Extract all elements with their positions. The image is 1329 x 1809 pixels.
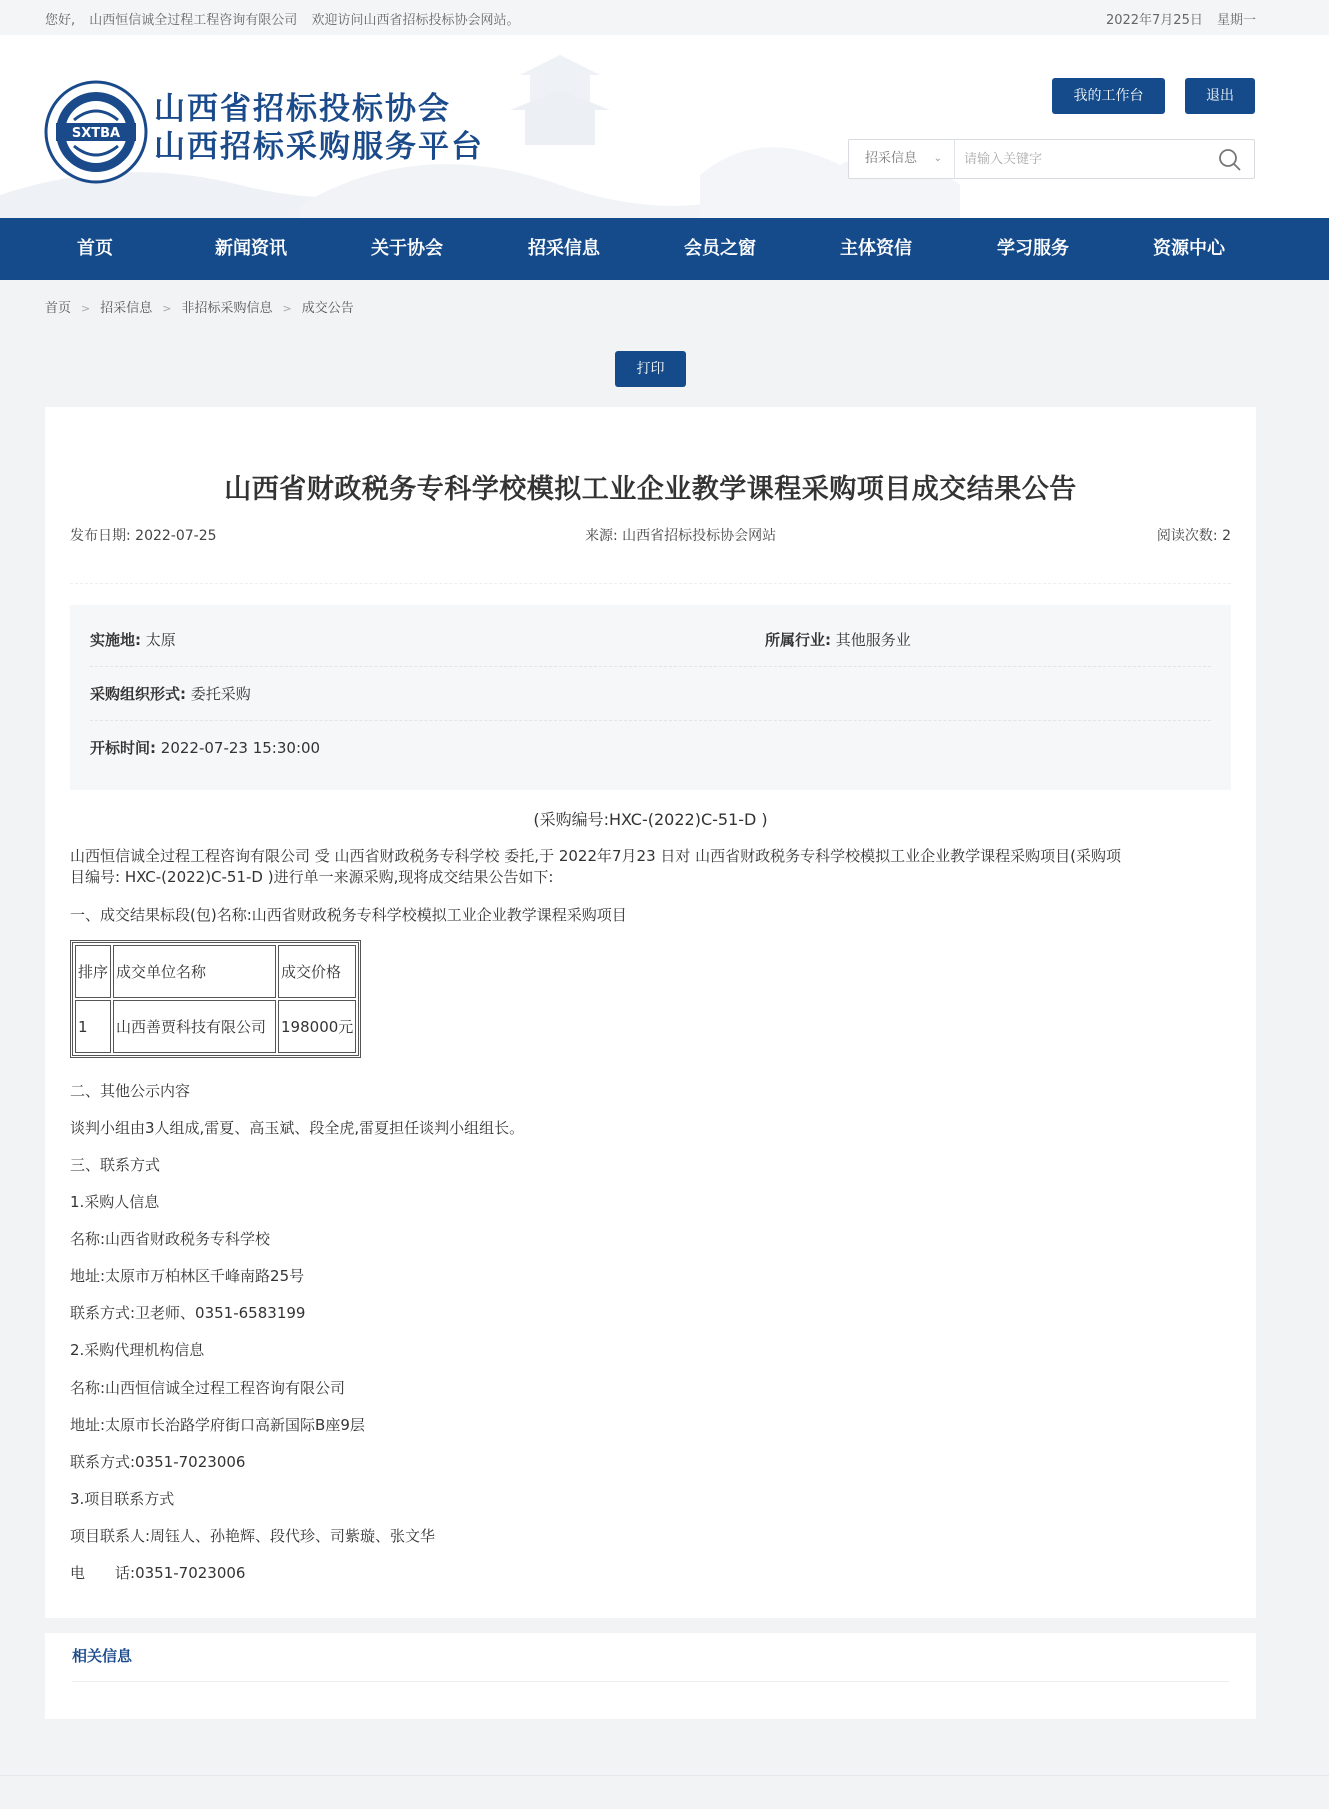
- project-info-panel: [70, 605, 1231, 790]
- table-header-cell: 成交价格: [278, 945, 356, 998]
- chevron-right-icon: >: [81, 302, 91, 315]
- weekday-text: 星期一: [1216, 13, 1256, 28]
- article-card: [45, 407, 1256, 1618]
- sxtba-logo: [44, 80, 148, 184]
- brand-line-2: 山西招标采购服务平台: [154, 129, 484, 165]
- print-button[interactable]: 打印: [615, 351, 686, 387]
- main-nav: [0, 218, 1329, 280]
- purchaser-title: 1.采购人信息: [70, 1193, 160, 1211]
- project-contact-phone: [70, 1562, 245, 1583]
- greeting-company: 山西恒信诚全过程工程咨询有限公司: [89, 13, 298, 28]
- nav-item-resources[interactable]: 资源中心: [1153, 238, 1225, 259]
- breadcrumb-current: 成交公告: [301, 301, 354, 316]
- info-open-time: [90, 737, 320, 758]
- nav-item-members[interactable]: 会员之窗: [684, 238, 756, 259]
- read-count: [1157, 525, 1231, 545]
- breadcrumb-home[interactable]: 首页: [45, 301, 72, 316]
- my-workbench-button[interactable]: 我的工作台: [1052, 78, 1165, 114]
- publish-date: [70, 525, 217, 545]
- nav-item-procurement[interactable]: 招采信息: [528, 238, 600, 259]
- info-org-value: 委托采购: [190, 685, 251, 703]
- purchaser-address: 地址:太原市万柏林区千峰南路25号: [70, 1267, 305, 1285]
- source-value: 山西省招标投标协会网站: [622, 528, 777, 544]
- info-open-value: 2022-07-23 15:30:00: [160, 739, 321, 757]
- read-count-value: 2: [1222, 528, 1231, 544]
- nav-item-about[interactable]: 关于协会: [371, 238, 443, 259]
- breadcrumb: [45, 297, 354, 316]
- info-industry-label: 所属行业:: [765, 631, 831, 649]
- table-row: [75, 1000, 356, 1053]
- search-input[interactable]: [964, 140, 1194, 178]
- intro-line-2: 目编号: HXC-(2022)C-51-D )进行单一来源采购,现将成交结果公告如下:: [70, 868, 554, 886]
- section-3-heading: 三、联系方式: [70, 1156, 161, 1174]
- article-title: 山西省财政税务专科学校模拟工业企业教学课程采购项目成交结果公告: [224, 474, 1077, 505]
- agency-contact: 联系方式:0351-7023006: [70, 1453, 246, 1471]
- result-table: [70, 940, 361, 1058]
- breadcrumb-procurement[interactable]: 招采信息: [100, 301, 153, 316]
- intro-line-1: 山西恒信诚全过程工程咨询有限公司 受 山西省财政税务专科学校 委托,于 2022年7月23 日对 山西省财政税务专科学校模拟工业企业教学课程采购项目(采购项: [70, 847, 1122, 865]
- table-cell: 山西善贾科技有限公司: [113, 1000, 276, 1053]
- top-bar: [0, 0, 1329, 35]
- table-cell: 1: [75, 1000, 111, 1053]
- table-cell: 198000元: [278, 1000, 356, 1053]
- table-header-cell: 成交单位名称: [113, 945, 276, 998]
- nav-item-home[interactable]: 首页: [77, 238, 113, 259]
- agency-name: 名称:山西恒信诚全过程工程咨询有限公司: [70, 1379, 346, 1397]
- article-source: [585, 525, 776, 545]
- date-text: 2022年7月25日: [1105, 13, 1203, 28]
- agency-title: 2.采购代理机构信息: [70, 1341, 205, 1359]
- project-contact-people: 项目联系人:周钰人、孙艳辉、段代珍、司紫璇、张文华: [70, 1527, 436, 1545]
- procurement-code: (采购编号:HXC-(2022)C-51-D ): [533, 810, 768, 829]
- greeting-welcome: 欢迎访问山西省招标投标协会网站。: [311, 13, 520, 28]
- table-header-cell: 排序: [75, 945, 111, 998]
- chevron-right-icon: >: [162, 302, 172, 315]
- search-category-select[interactable]: [849, 140, 955, 178]
- divider: [70, 583, 1231, 584]
- chevron-down-icon: ⌄: [933, 153, 942, 164]
- current-date: [1096, 9, 1256, 28]
- panel-text: 谈判小组由3人组成,雷夏、高玉斌、段全虎,雷夏担任谈判小组组长。: [70, 1119, 525, 1137]
- info-place-value: 太原: [145, 631, 176, 649]
- phone-value: 0351-7023006: [135, 1564, 246, 1582]
- brand-name: [154, 90, 484, 166]
- search-category-label: 招采信息: [865, 151, 918, 166]
- greeting-hello: 您好,: [45, 13, 76, 28]
- source-label: 来源:: [585, 528, 618, 544]
- divider: [90, 666, 1211, 667]
- agency-address: 地址:太原市长治路学府街口高新国际B座9层: [70, 1416, 365, 1434]
- info-org: [90, 683, 251, 704]
- phone-label: 电 话:: [70, 1564, 136, 1582]
- footer-divider: [0, 1775, 1329, 1776]
- section-2-heading: 二、其他公示内容: [70, 1082, 191, 1100]
- chevron-right-icon: >: [282, 302, 292, 315]
- nav-item-learning[interactable]: 学习服务: [997, 238, 1069, 259]
- brand-line-1: 山西省招标投标协会: [154, 91, 451, 127]
- breadcrumb-non-tender[interactable]: 非招标采购信息: [181, 301, 273, 316]
- publish-date-value: 2022-07-25: [135, 528, 217, 544]
- related-info-label: 相关信息: [72, 1647, 133, 1665]
- divider: [90, 720, 1211, 721]
- divider: [72, 1681, 1229, 1682]
- search-icon[interactable]: [1218, 148, 1242, 172]
- info-open-label: 开标时间:: [90, 739, 156, 757]
- logout-button[interactable]: 退出: [1185, 78, 1255, 114]
- search-box: [848, 139, 1255, 179]
- info-industry: [765, 629, 911, 650]
- related-info-section: [45, 1633, 1256, 1719]
- read-count-label: 阅读次数:: [1156, 528, 1218, 544]
- nav-item-news[interactable]: 新闻资讯: [215, 238, 287, 259]
- purchaser-name: 名称:山西省财政税务专科学校: [70, 1230, 271, 1248]
- logo-text: SXTBA: [71, 126, 121, 141]
- section-1-heading: 一、成交结果标段(包)名称:山西省财政税务专科学校模拟工业企业教学课程采购项目: [70, 906, 627, 924]
- publish-date-label: 发布日期:: [70, 528, 131, 544]
- purchaser-contact: 联系方式:卫老师、0351-6583199: [70, 1304, 306, 1322]
- info-place: [90, 629, 176, 650]
- info-org-label: 采购组织形式:: [90, 685, 186, 703]
- info-place-label: 实施地:: [90, 631, 141, 649]
- nav-item-credit[interactable]: 主体资信: [840, 238, 912, 259]
- greeting: [45, 9, 529, 28]
- site-header: [0, 35, 1329, 218]
- project-contact-title: 3.项目联系方式: [70, 1490, 175, 1508]
- table-header-row: [75, 945, 356, 998]
- info-industry-value: 其他服务业: [835, 631, 911, 649]
